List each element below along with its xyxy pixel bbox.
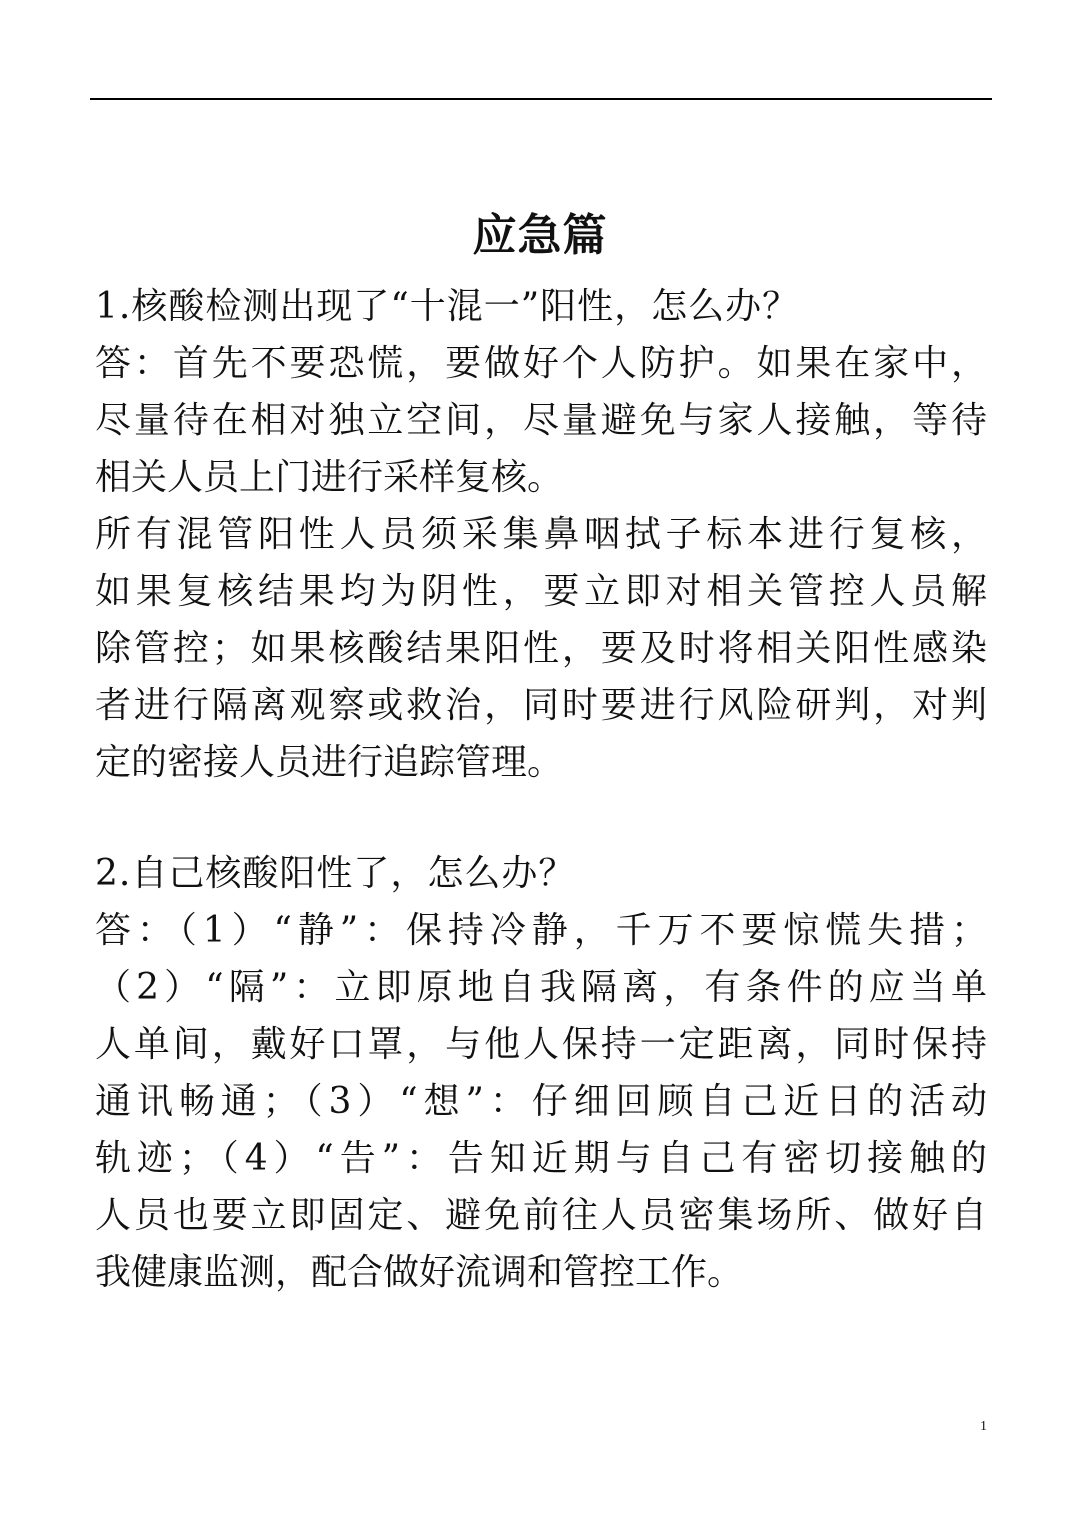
answer-line: 尽量待在相对独立空间，尽量避免与家人接触，等待	[95, 400, 987, 441]
page-title: 应急篇	[472, 210, 608, 261]
page-number: 1	[980, 1419, 987, 1434]
question-heading-1: 1.核酸检测出现了“十混一”阳性，怎么办？	[95, 286, 800, 327]
answer-line: 我健康监测，配合做好流调和管控工作。	[95, 1252, 744, 1293]
answer-line: 人员也要立即固定、避免前往人员密集场所、做好自	[95, 1195, 987, 1236]
answer-line: 轨迹；（4）“告”：告知近期与自己有密切接触的	[95, 1138, 987, 1179]
answer-line: 如果复核结果均为阴性，要立即对相关管控人员解	[95, 571, 987, 612]
answer-line: 人单间，戴好口罩，与他人保持一定距离，同时保持	[95, 1024, 987, 1065]
question-section-1	[95, 278, 987, 791]
question-section-2	[95, 845, 987, 1301]
header-rule	[90, 98, 992, 100]
answer-line: 相关人员上门进行采样复核。	[95, 457, 564, 498]
answer-line: 所有混管阳性人员须采集鼻咽拭子标本进行复核，	[95, 514, 987, 555]
answer-line: 答：首先不要恐慌，要做好个人防护。如果在家中，	[95, 343, 987, 384]
answer-line: 定的密接人员进行追踪管理。	[95, 742, 564, 783]
question-heading-2: 2.自己核酸阳性了，怎么办？	[95, 853, 576, 894]
answer-line: 除管控；如果核酸结果阳性，要及时将相关阳性感染	[95, 628, 987, 669]
answer-line: 答：（1）“静”：保持冷静，千万不要惊慌失措；	[95, 910, 987, 951]
answer-line: 者进行隔离观察或救治，同时要进行风险研判，对判	[95, 685, 987, 726]
answer-line: 通讯畅通；（3）“想”：仔细回顾自己近日的活动	[95, 1081, 987, 1122]
answer-line: （2）“隔”：立即原地自我隔离，有条件的应当单	[95, 967, 987, 1008]
